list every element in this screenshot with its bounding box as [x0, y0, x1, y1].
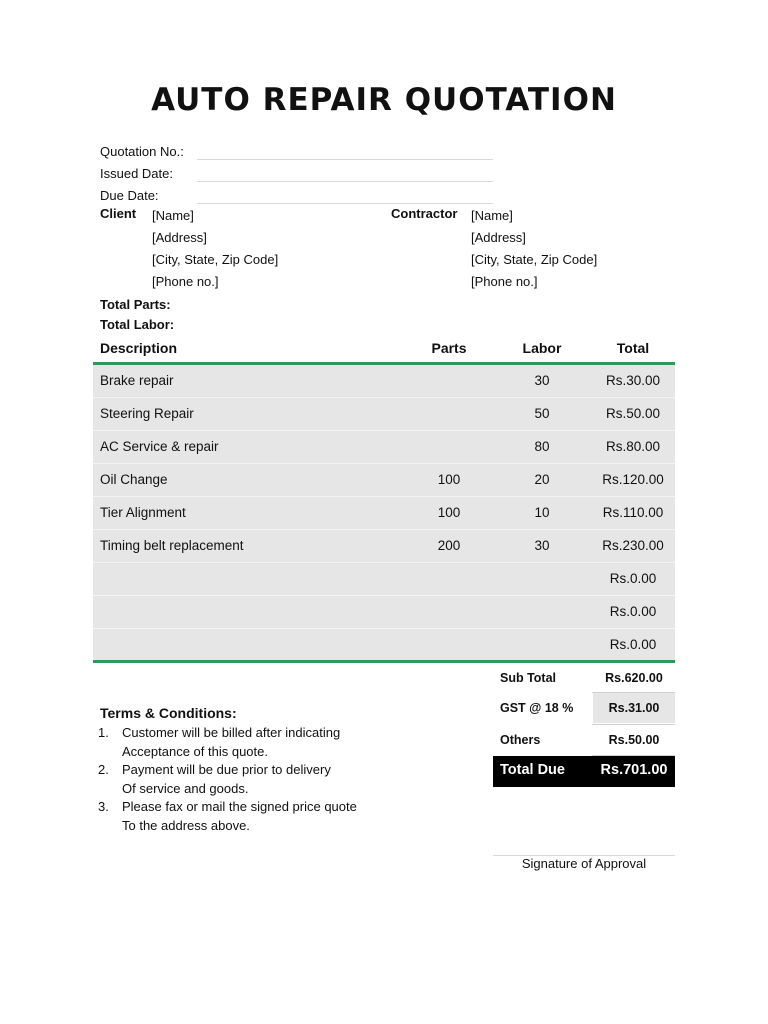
client-label: Client: [100, 206, 137, 221]
others-row: [493, 725, 675, 755]
total-labor-label: Total Labor:: [100, 317, 175, 332]
row-labor: 30: [534, 373, 550, 388]
due-date-label: Due Date:: [100, 188, 159, 203]
table-row: [93, 431, 675, 464]
row-description: Timing belt replacement: [100, 538, 244, 553]
row-labor: 10: [534, 505, 550, 520]
term-line: Of service and goods.: [122, 780, 249, 796]
gst-row: [493, 693, 675, 723]
row-labor: 50: [534, 406, 550, 421]
client-name: [Name]: [152, 208, 194, 223]
row-total: Rs.30.00: [605, 373, 661, 388]
col-description-header: Description: [100, 340, 178, 356]
col-total-header: Total: [616, 340, 650, 356]
table-row: [93, 398, 675, 431]
row-parts: 200: [437, 538, 461, 553]
gst-label: GST @ 18 %: [500, 701, 574, 715]
issued-date-field[interactable]: [197, 181, 493, 182]
client-city: [City, State, Zip Code]: [152, 252, 279, 267]
list-item: [98, 761, 422, 798]
term-number: 1.: [98, 725, 109, 740]
total-due-value: Rs.701.00: [600, 762, 668, 778]
page-title: AUTO REPAIR QUOTATION: [151, 82, 617, 118]
list-item: [98, 724, 422, 761]
row-total: Rs.230.00: [602, 538, 664, 553]
row-description: AC Service & repair: [100, 439, 219, 454]
row-total: Rs.0.00: [609, 637, 657, 652]
others-label: Others: [500, 733, 541, 747]
col-parts-header: Parts: [431, 340, 467, 356]
table-bottom-rule: [93, 660, 675, 663]
row-description: Steering Repair: [100, 406, 194, 421]
row-labor: 20: [534, 472, 550, 487]
row-labor: 80: [534, 439, 550, 454]
table-row: [93, 629, 675, 662]
total-due-row: [493, 756, 675, 787]
client-phone: [Phone no.]: [152, 274, 219, 289]
contractor-city: [City, State, Zip Code]: [471, 252, 598, 267]
term-number: 3.: [98, 799, 109, 815]
term-line: Customer will be billed after indicating: [122, 725, 341, 740]
row-description: Oil Change: [100, 472, 168, 487]
client-address: [Address]: [152, 230, 207, 245]
others-value: Rs.50.00: [608, 733, 660, 747]
due-date-field[interactable]: [197, 203, 493, 204]
row-total: Rs.120.00: [602, 472, 664, 487]
row-labor: 30: [534, 538, 550, 553]
terms-list: [98, 724, 422, 836]
list-item: [98, 798, 422, 835]
contractor-label: Contractor: [391, 206, 458, 221]
signature-label: Signature of Approval: [521, 856, 647, 871]
line-items-table: [93, 365, 675, 662]
row-total: Rs.80.00: [605, 439, 661, 454]
row-total: Rs.110.00: [602, 505, 664, 520]
contractor-phone: [Phone no.]: [471, 274, 538, 289]
table-row: [93, 497, 675, 530]
subtotal-value: Rs.620.00: [605, 671, 663, 685]
gst-value: Rs.31.00: [593, 693, 675, 723]
row-total: Rs.0.00: [609, 604, 657, 619]
issued-date-label: Issued Date:: [100, 166, 173, 181]
table-row: [93, 464, 675, 497]
total-due-label: Total Due: [500, 762, 565, 778]
contractor-name: [Name]: [471, 208, 513, 223]
row-parts: 100: [437, 505, 461, 520]
table-row: [93, 365, 675, 398]
terms-title: Terms & Conditions:: [100, 705, 237, 721]
row-total: Rs.0.00: [609, 571, 657, 586]
term-line: Acceptance of this quote.: [122, 743, 268, 759]
term-number: 2.: [98, 762, 109, 778]
quotation-no-label: Quotation No.:: [100, 144, 184, 159]
term-line: Please fax or mail the signed price quote: [122, 799, 357, 815]
term-line: Payment will be due prior to delivery: [122, 762, 331, 778]
row-parts: 100: [437, 472, 461, 487]
row-total: Rs.50.00: [605, 406, 661, 421]
contractor-address: [Address]: [471, 230, 526, 245]
row-description: Brake repair: [100, 373, 174, 388]
quotation-no-field[interactable]: [197, 159, 493, 160]
table-row: [93, 563, 675, 596]
term-line: To the address above.: [122, 817, 250, 833]
table-header: [93, 338, 675, 365]
table-row: [93, 530, 675, 563]
table-row: [93, 596, 675, 629]
subtotal-label: Sub Total: [500, 671, 557, 685]
total-parts-label: Total Parts:: [100, 297, 171, 312]
subtotal-row: [493, 664, 675, 692]
row-description: Tier Alignment: [100, 505, 186, 520]
col-labor-header: Labor: [522, 340, 562, 356]
